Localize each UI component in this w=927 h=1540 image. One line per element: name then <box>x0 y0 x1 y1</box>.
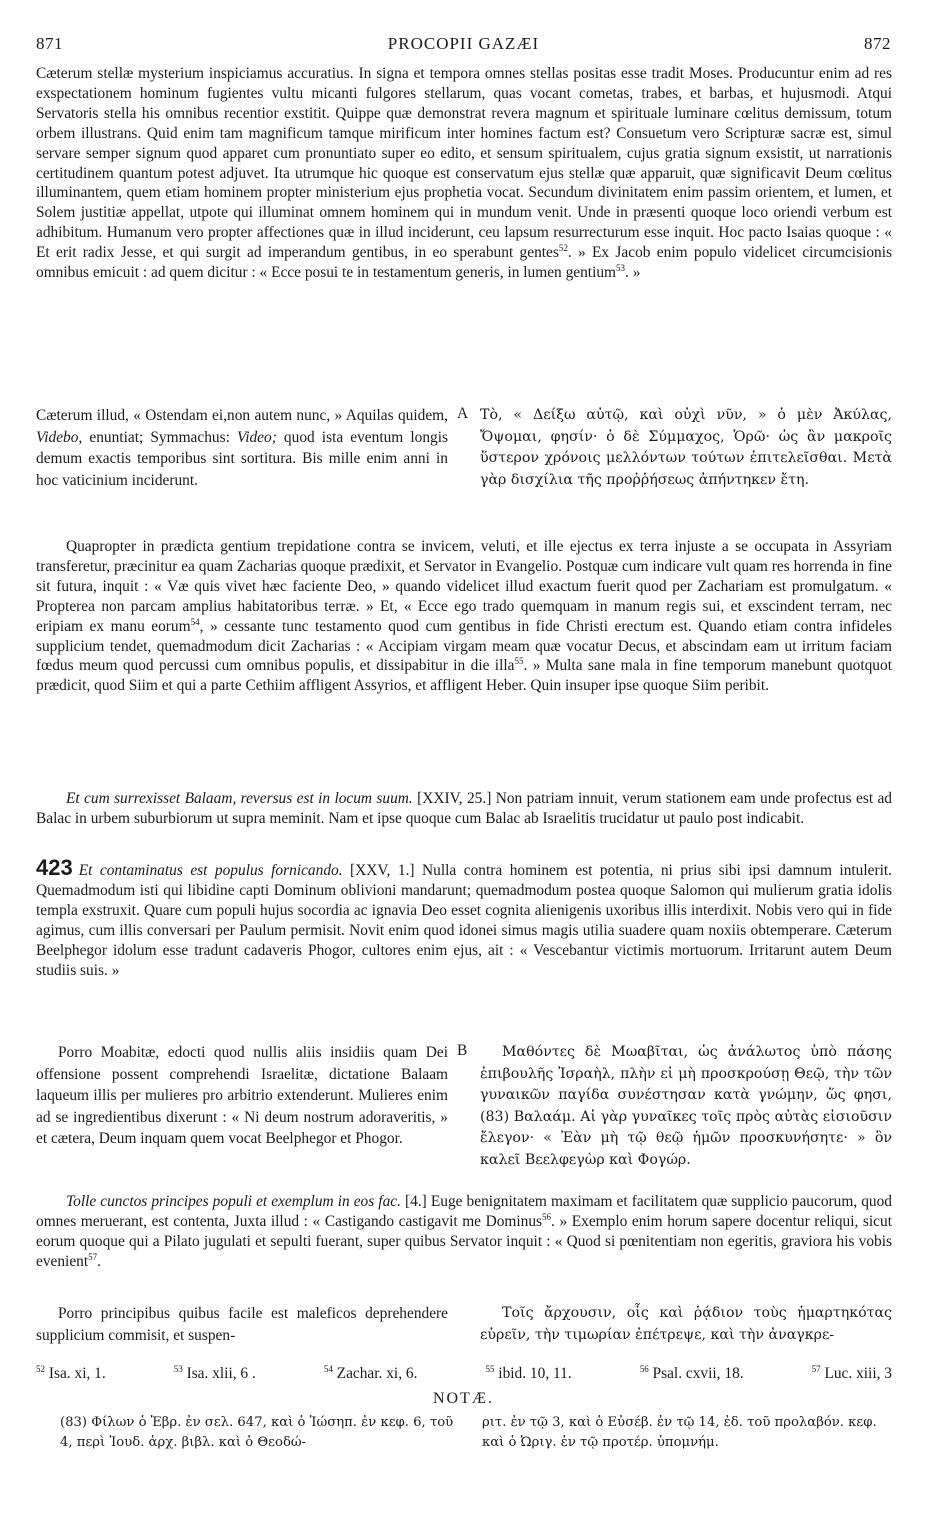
footnote <box>36 1365 106 1383</box>
verse-reference: [XXIV, 25.] <box>412 790 492 807</box>
footnote <box>324 1365 418 1383</box>
note-left-column: (83) Φίλων ὁ Ἑβρ. ἐν σελ. 647, καὶ ὁ Ἰώσηπ. ἐν κεφ. 6, τοῦ 4, περὶ Ἰουδ. ἀρχ. βιβλ. καὶ ὁ Θεοδώ- <box>60 1415 454 1450</box>
footnote-ref: 53 <box>616 262 626 273</box>
paragraph-text: Cæterum stellæ mysterium inspiciamus accuratius. In signa et tempora omnes stellas positas esse tradit Moses. Producuntur enim ad res exspectationem hominum fugientes vultu micanti fulgores stellarum, quas vocant cometas, trabes, et barbas, et hujusmodi. Atqui Servatoris stella his omnibus recentior exstitit. Quippe quæ demonstrat revera magnum et spirituale luminare cœlitus demissum, totum orbem illustrans. Quid enim tam magnificum tamque mirificum inter homines factum est? Consuetum vero Scripturæ sacræ est, simul servare semper signum quod apparet cum pronuntiato super eo edito, et sensum spiritualem, cujus gratia signum exsistit, ut narrationis certitudinem quantum potest adjuvet. Ita utrumque hic quoque est conservatum ejus stellæ quæ apparuit, quæ significavit Deum cœlitus illuminantem, quem etiam hominem propter ministerium ejus prophetia vocat. Secundum divinitatem enim passim orientem, et lumen, et Solem justitiæ appellat, utpote qui illuminat omnem hominem qui in mundum venit. Unde in præsenti quoque loco oriendi verbum est adhibitum. Humanum vero propter affectiones quæ in illud inciderunt, ceu lapsum resurrecturum esse inquit. Hoc pacto Isaias quoque : « Et erit radix Jesse, et qui surgit ad imperandum gentibus, in eo sperabunt gentes <box>36 65 892 262</box>
latin-text: Cæterum illud, « Ostendam ei,non autem nunc, » Aquilas quidem, <box>36 407 448 424</box>
footnote-number: 54 <box>323 1363 333 1374</box>
column-marker-a: A <box>457 405 469 422</box>
footnote-number: 57 <box>811 1363 821 1374</box>
paragraph-text: Euge benignitatem maximam et facilitatem quæ supplicio paucorum, quod omnes meruerant, est contenta, Juxta illud : « Castigando castigavit me Dominus <box>36 1193 893 1230</box>
scripture-lemma: Et contaminatus est populus fornicando. <box>78 862 343 879</box>
footnote-text: Isa. xi, 1. <box>48 1365 106 1382</box>
footnote-number: 55 <box>485 1363 495 1374</box>
latin-text: , enuntiat; Symmachus: <box>78 428 237 446</box>
footnote <box>812 1365 892 1383</box>
paragraph-text: . » Exemplo enim horum sapere docentur reliqui, sicut eorum quoque qui a Pilato jugulati et sepulti fuerant, super quibus Servator inquit : « Quod si pœnitentiam non egeritis, graviora his vobis evenient <box>36 1212 892 1270</box>
column-marker-b: B <box>457 1042 468 1059</box>
footnote-ref: 52 <box>558 243 568 254</box>
footnote-text: Isa. xlii, 6 . <box>186 1365 256 1382</box>
paragraph-text: . » Multa sane mala in fine temporum manebunt quotquot prædicit, quod Siim et qui a parte Cethiim affligent Assyrios, et affligent Heber. Quin insuper ipse quoque Siim peribit. <box>36 657 892 695</box>
paragraph-text: Nulla contra hominem est potentia, ni prius sibi ipsi damnum intulerit. Quemadmodum isti qui libidine capti Dominum oblivioni mandarunt; quemadmodum postea quoque Salomon qui mulierum gratia idolis templa exstruxit. Quare cum populi hujus socordia ac ignavia Deo esset cognita alienigenis uxoribus illis interdixit. Nobis vero qui in fide agimus, cum illis conversari per Paulum permisit. Novit enim quod idonei simus magis utilia suadere quam noxiis obtemperare. Cæterum Beelphegor idolum esse tradunt cadaveris Phogor, cultores enim ejus, ait : « Vescebantur victimis mortuorum. Irritarunt autem Deum studiis suis. » <box>36 862 892 979</box>
paragraph-text: , » cessante tunc testamento quod cum gentibus in fide Christi erectum est. Quando etiam contra infideles supplicium tendet, quemadmodum dicit Zacharias : « Accipiam virgam meam quæ vocatur Decus, et abscindam eam ut irritum faciam fœdus meum quod percussi cum omnibus populis, et dissipabitur in die illa <box>36 617 892 675</box>
footnote <box>174 1365 256 1383</box>
notae-heading: NOTÆ. <box>432 1390 495 1407</box>
greek-column-2 <box>480 1042 892 1171</box>
latin-column-2 <box>36 1042 448 1150</box>
paragraph-zacharias <box>36 537 892 696</box>
footnote-ref: 57 <box>88 1251 98 1262</box>
note-right-column: ριτ. ἐν τῷ 3, καὶ ὁ Εὐσέβ. ἐν τῷ 14, ἐδ. τοῦ προλαβόν. κεφ. καὶ ὁ Ὠριγ. ἐν τῷ προτέρ. ὑπομνήμ. <box>482 1415 877 1450</box>
footnote-ref: 56 <box>542 1211 552 1222</box>
paragraph-text: . » <box>625 264 641 282</box>
footnotes <box>36 1365 892 1383</box>
footnote-ref: 54 <box>190 616 200 627</box>
greek-text: Τοῖς ἄρχουσιν, οἷς καὶ ῥᾴδιον τοὺς ἡμαρτηκότας εὑρεῖν, τὴν τιμωρίαν ἐπέτρεψε, καὶ τὴν ἀναγκρε- <box>480 1305 892 1343</box>
greek-text: Τὸ, « Δείξω αὐτῷ, καὶ οὐχὶ νῦν, » ὁ μὲν Ἀκύλας, Ὄψομαι, φησίν· ὁ δὲ Σύμμαχος, Ὁρῶ· ὡς ἂν μακροῖς ὕστερον χρόνοις μελλόντων τούτων ἐπιτελεῖσθαι. Μετὰ γὰρ δισχίλια τῆς προῤῥήσεως ἀπήντηκεν ἔτη. <box>480 407 892 488</box>
right-page-number: 872 <box>864 34 891 53</box>
scripture-lemma: Et cum surrexisset Balaam, reversus est in locum suum. <box>66 790 413 807</box>
latin-text: Porro principibus quibus facile est maleficos deprehendere supplicium commisit, et suspen- <box>36 1305 448 1344</box>
footnote <box>485 1365 571 1383</box>
paragraph-text: Non patriam innuit, verum stationem eam unde profectus est ad Balac in urbem suburbiorum ut supra meminit. Nam et ipse quoque cum Balac ab Israelitis trucidatur ut paulo post indicabit. <box>36 790 892 827</box>
verse-reference: [4.] <box>400 1193 427 1210</box>
paragraph-principes <box>36 1192 892 1272</box>
footnote-text: Psal. cxvii, 18. <box>652 1365 744 1382</box>
latin-italic: Video; <box>236 428 277 446</box>
footnote-number: 52 <box>36 1363 45 1374</box>
footnote-number: 56 <box>639 1363 649 1374</box>
latin-text: Porro Moabitæ, edocti quod nullis aliis insidiis quam Dei offensione possent comprehendi Israelitæ, dictatione Balaam laqueum illis per mulieres pro arbitrio extenderunt. Mulieres enim ad se ingredientibus dixerunt : « Ni deum nostrum adoraveritis, » et cætera, Deum inquam quem vocat Beelphegor et Phogor. <box>36 1044 448 1147</box>
paragraph-balaam <box>36 789 892 829</box>
running-title: PROCOPII GAZÆI <box>387 34 540 53</box>
greek-column-1 <box>480 405 892 491</box>
scripture-lemma: Tolle cunctos principes populi et exemplum in eos fac. <box>66 1193 401 1210</box>
footnote-text: Zachar. xi, 6. <box>336 1365 418 1382</box>
footnote-text: Luc. xiii, 3 <box>824 1365 892 1382</box>
latin-column-1 <box>36 405 448 491</box>
greek-text: Μαθόντες δὲ Μωαβῖται, ὡς ἀνάλωτος ὑπὸ πάσης ἐπιβουλῆς Ἰσραὴλ, πλὴν εἰ μὴ προσκρούσῃ Θεῷ, τὴν τῶν γυναικῶν παγίδα συνέστησαν κατὰ γνώμην, ὥς φησι, (83) Βαλαάμ. Αἱ γὰρ γυναῖκες τοῖς πρὸς αὐτὰς εἰσιοῦσιν ἔλεγον· « Ἐὰν μὴ τῷ θεῷ ἡμῶν προσκυνήσητε· » ὃν καλεῖ Βεελφεγὼρ καὶ Φογώρ. <box>480 1044 892 1168</box>
margin-page-number: 423 <box>36 855 73 880</box>
footnote-ref: 55 <box>514 656 524 667</box>
left-page-number: 871 <box>36 34 63 53</box>
paragraph-text: . <box>97 1252 101 1270</box>
footnote-number: 53 <box>173 1363 183 1374</box>
latin-italic: Videbo <box>36 428 79 446</box>
latin-text: quod ista eventum longis demum exactis temporibus sint sortitura. Bis mille enim anni in hoc vaticinium inciderunt. <box>36 428 448 489</box>
paragraph-stella <box>36 64 892 283</box>
verse-reference: [XXV, 1.] <box>342 862 415 879</box>
paragraph-text: Quapropter in prædicta gentium trepidatione contra se invicem, veluti, et ille ejectus ex terra injuste a se occupata in Assyriam transferetur, præcinitur ea quam Zacharias quoque prædixit, et Servator in Evangelio. Postquæ cum indicare vult quam res horrenda in fine sit futura, inquit : « Væ quis vivet hæc faciente Deo, » quando videlicet illud exactum fuerit quod per Zachariam est promulgatum. « Propterea non parcam amplius habitatoribus terræ. » Et, « Ecce ego trado quemquam in manum regis sui, et exscindent terram, nec eripiam ex manu eorum <box>36 538 892 635</box>
latin-column-3 <box>36 1303 448 1346</box>
footnote-text: ibid. 10, 11. <box>498 1365 572 1382</box>
page-header <box>0 34 927 56</box>
greek-column-3 <box>480 1303 892 1346</box>
footnote <box>640 1365 744 1383</box>
paragraph-text: . » Ex Jacob enim populo videlicet circumcisionis omnibus emicuit : ad quem dicitur : « Ecce posui te in testamentum generis, in lumen gentium <box>36 244 892 282</box>
paragraph-fornicando <box>36 855 892 980</box>
